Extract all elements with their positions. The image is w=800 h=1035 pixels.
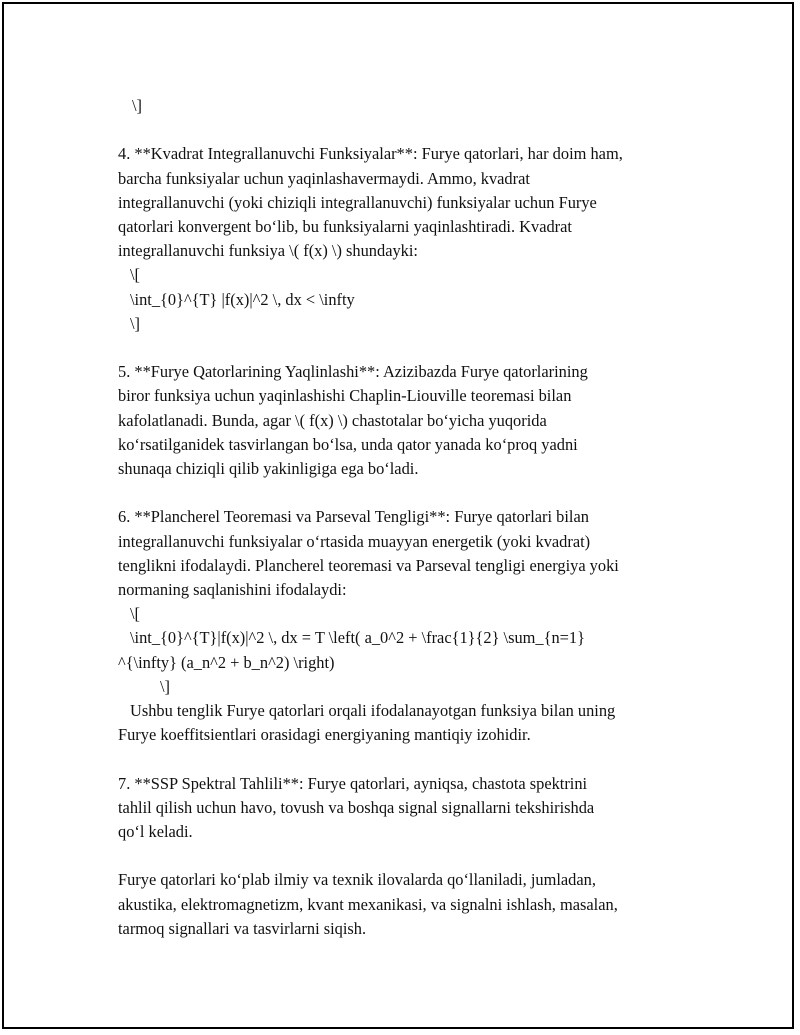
text-line: barcha funksiyalar uchun yaqinlashavermaydi. Ammo, kvadrat: [118, 168, 530, 188]
block-item-4: [118, 142, 690, 336]
text-line: \]: [160, 676, 171, 696]
text-line: \[: [130, 604, 141, 624]
text-line: 7. **SSP Spektral Tahlili**: Furye qatorlari, ayniqsa, chastota spektrini: [118, 773, 588, 793]
text-line: Ushbu tenglik Furye qatorlari orqali ifodalanayotgan funksiya bilan uning: [130, 701, 616, 721]
text-line: 5. **Furye Qatorlarining Yaqlinlashi**: Azizibazda Furye qatorlarining: [118, 362, 588, 382]
text-line: integrallanuvchi funksiya \( f(x) \) shundayki:: [118, 241, 418, 261]
paragraph-gap: [118, 844, 690, 868]
text-line: 6. **Plancherel Teoremasi va Parseval Tengligi**: Furye qatorlari bilan: [118, 507, 589, 527]
text-line: tarmoq signallari va tasvirlarni siqish.: [118, 918, 367, 938]
paragraph-gap: [118, 481, 690, 505]
text-line: Furye qatorlari ko‘plab ilmiy va texnik ilovalarda qo‘llaniladi, jumladan,: [118, 870, 596, 890]
text-line: ko‘rsatilganidek tasvirlangan bo‘lsa, unda qator yanada ko‘proq yadni: [118, 434, 578, 454]
text-line: \]: [132, 96, 143, 115]
text-line: qatorlari konvergent bo‘lib, bu funksiyalarni yaqinlashtiradi. Kvadrat: [118, 217, 572, 236]
paragraph-gap: [118, 747, 690, 771]
text-line: \[: [130, 265, 141, 285]
block-closing: [118, 868, 690, 941]
text-line: \int_{0}^{T} |f(x)|^2 \, dx < \infty: [130, 289, 355, 309]
paragraph-gap: [118, 118, 690, 142]
text-line: biror funksiya uchun yaqinlashishi Chaplin-Liouville teoremasi bilan: [118, 386, 572, 406]
text-line: akustika, elektromagnetizm, kvant mexanikasi, va signalni ishlash, masalan,: [118, 894, 618, 914]
text-line: 4. **Kvadrat Integrallanuvchi Funksiyalar**: Furye qatorlari, har doim ham,: [118, 144, 623, 164]
text-line: ^{\infty} (a_n^2 + b_n^2) \right): [118, 652, 335, 672]
block-item-5: [118, 360, 690, 481]
block-math-close-top: [118, 94, 690, 118]
text-line: integrallanuvchi (yoki chiziqli integrallanuvchi) funksiyalar uchun Furye: [118, 192, 597, 212]
text-line: \int_{0}^{T}|f(x)|^2 \, dx = T \left( a_0^2 + \frac{1}{2} \sum_{n=1}: [130, 628, 585, 648]
text-line: tahlil qilish uchun havo, tovush va boshqa signal signallarni tekshirishda: [118, 797, 595, 817]
text-line: integrallanuvchi funksiyalar o‘rtasida muayyan energetik (yoki kvadrat): [118, 531, 591, 551]
block-item-6: [118, 505, 690, 747]
text-line: qo‘l keladi.: [118, 822, 193, 842]
text-line: \]: [130, 313, 141, 333]
text-line: normaning saqlanishini ifodalaydi:: [118, 580, 347, 600]
text-line: Furye koeffitsientlari orasidagi energiyaning mantiqiy izohidir.: [118, 725, 531, 745]
text-line: shunaqa chiziqli qilib yakinligiga ega bo‘ladi.: [118, 459, 419, 479]
document-body: [118, 94, 690, 941]
paragraph-gap: [118, 336, 690, 360]
text-line: kafolatlanadi. Bunda, agar \( f(x) \) chastotalar bo‘yicha yuqorida: [118, 410, 547, 430]
block-item-7: [118, 772, 690, 845]
text-line: tenglikni ifodalaydi. Plancherel teoremasi va Parseval tengligi energiya yoki: [118, 555, 619, 575]
